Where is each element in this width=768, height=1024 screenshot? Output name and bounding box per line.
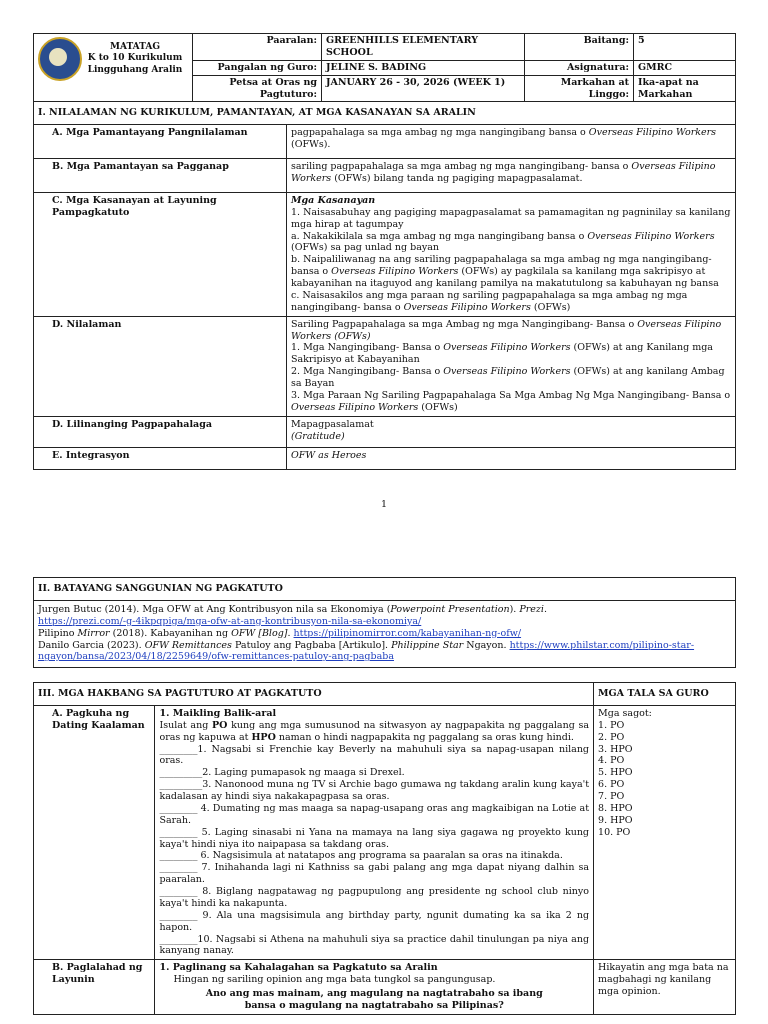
list-item: ________ 9. Ala una magsisimula ang birthday party, ngunit dumating ka sa ika 2 ng hapon. (159, 909, 590, 933)
notes-title: MGA TALA SA GURO (594, 683, 736, 706)
answer-item: 2. PO (598, 731, 625, 743)
petsa-value: JANUARY 26 - 30, 2026 (WEEK 1) (322, 75, 525, 102)
reference-3-link[interactable]: https://www.philstar.com/pilipino-star-ngayon/bansa/2023/04/18/2259649/ofw-remittances-patuloy-ang-pagbaba (38, 639, 695, 663)
asignatura-value: GMRC (634, 60, 736, 75)
row-label: C. Mga Kasanayan at Layuning Pampagkatuto (34, 192, 287, 316)
list-item: _________2. Laging pumapasok ng maaga si Drexel. (159, 767, 405, 779)
program-title: MATATAG K to 10 Kurikulum Lingguhang Aralin (87, 42, 183, 75)
reference-2-link[interactable]: https://pilipinomirror.com/kabayanihan-ng-ofw/ (293, 627, 522, 639)
deped-seal-icon (38, 37, 82, 81)
integrasyon: OFW as Heroes (287, 447, 736, 469)
balik-aral: 1. Maikling Balik-aral Isulat ang PO kung ang mga sumusunod na sitwasyon ay nagpapakita ng paggalang sa oras ng kapuwa at HPO naman o hindi nagpapakita ng paggalang sa oras kung hindi. ________1. Nagsabi si Frenchie kay Beverly na mahuhuli siya sa napag-usapan nilang oras. _________2. Laging pumapasok ng maaga si Drexel. _________3. Nanonood muna ng TV si Archie bago gumawa ng takdang aralin kung kaya't kadalasan ay hindi siya nakakapagpasa sa oras. ________ 4. Dumating ng mas maaga sa napag-usapang oras ang magkaibigan na Lotie at Sarah. ________ 5. Laging sinasabi ni Yana na mamaya na lang siya gagawa ng proyekto kung kaya't hindi niya ito naipapasa sa takdang oras. ________ 6. Nagsisimula at natatapos ang programa sa paaralan sa oras na itinakda. ________ 7. Inihahanda lagi ni Kathniss sa gabi palang ang mga dapat niyang dalhin sa paaralan. ________ 8. Biglang nagpatawag ng pagpupulong ang presidente ng school club ninyo kaya't hindi ka nakapunta. ________ 9. Ala una magsisimula ang birthday party, ngunit dumating ka sa ika 2 ng hapon. ________10. Nagsabi si Athena na mahuhuli siya sa practice dahil tinulungan pa niya ang kanyang nanay. (155, 705, 594, 959)
list-item: ________ 8. Biglang nagpatawag ng pagpupulong ang presidente ng school club ninyo kaya't hindi ka nakapunta. (159, 886, 590, 909)
references (34, 600, 736, 667)
paglalahad-label: B. Paglalahad ng Layunin (34, 960, 155, 1015)
list-item: ________10. Nagsabi si Athena na mahuhuli siya sa practice dahil tinulungan pa niya ang kanyang nanay. (159, 933, 590, 957)
answer-item: 7. PO (598, 791, 625, 802)
answer-item: 4. PO (598, 755, 625, 767)
list-item: ________ 7. Inihahanda lagi ni Kathniss sa gabi palang ang mga dapat niyang dalhin sa paaralan. (159, 862, 590, 886)
list-item: ________ 6. Nagsisimula at natatapos ang programa sa paaralan sa oras na itinakda. (159, 850, 563, 862)
answer-item: 8. HPO (598, 802, 633, 814)
section1-table (33, 101, 736, 470)
list-item: ________ 5. Laging sinasabi ni Yana na mamaya na lang siya gagawa ng proyekto kung kaya't hindi niya ito naipapasa sa takdang oras. (159, 826, 590, 850)
answer-item: 10. PO (598, 826, 631, 838)
markahan-value: Ika-apat na Markahan (634, 75, 736, 102)
nilalaman: Sariling Pagpapahalaga sa mga Ambag ng mga Nangingibang- Bansa o Overseas Filipino Workers (OFWs) 1. Mga Nangingibang- Bansa o Overseas Filipino Workers (OFWs) at ang Kanilang mga Sakripisyo at Kabayanihan 2. Mga Nangingibang- Bansa o Overseas Filipino Workers (OFWs) at ang kanilang Ambag sa Bayan 3. Mga Paraan Ng Sariling Pagpapahalaga Sa Mga Ambag Ng Mga Nangingibang- Bansa o Overseas Filipino Workers (OFWs) (287, 316, 736, 416)
answer-item: 5. HPO (598, 767, 633, 779)
row-label: E. Integrasyon (34, 447, 287, 469)
guro-label: Pangalan ng Guro: (193, 60, 322, 75)
list-item: ________ 4. Dumating ng mas maaga sa napag-usapang oras ang magkaibigan na Lotie at Sarah. (159, 802, 590, 826)
row-label: D. Nilalaman (34, 316, 287, 416)
markahan-label: Markahan at Linggo: (525, 75, 634, 102)
section1-title: I. NILALAMAN NG KURIKULUM, PAMANTAYAN, AT MGA KASANAYAN SA ARALIN (34, 102, 736, 125)
mga-kasanayan: Mga Kasanayan 1. Naisasabuhay ang pagiging mapagpasalamat sa pamamagitan ng pagninilay sa kanilang mga hirap at tagumpay a. Nakakikilala sa mga ambag ng mga nangingibang bansa o Overseas Filipino Workers (OFWs) sa pag unlad ng bayan b. Naipaliliwanag na ang sariling pagpapahalaga sa mga ambag ng mga nangingibang-bansa o Overseas Filipino Workers (OFWs) ay pagkilala sa kanilang mga sakripisyo at kabayanihan na itaguyod ang kanilang pamilya na makatutulong sa kabuhayan ng bansa c. Naisasakilos ang mga paraan ng sariling pagpapahalaga sa mga ambag ng mga nangingibang- bansa o Overseas Filipino Workers (OFWs) (287, 192, 736, 316)
petsa-label: Petsa at Oras ng Pagtuturo: (193, 75, 322, 102)
reference-1: Jurgen Butuc (2014). Mga OFW at Ang Kontribusyon nila sa Ekonomiya (Powerpoint Presentation). Prezi. (38, 603, 547, 615)
reference-3: Danilo Garcia (2023). OFW Remittances Patuloy ang Pagbaba [Artikulo]. Philippine Star Ngayon. https://www.philstar.com/pilipino-star-ngayon/bansa/2023/04/18/2259649/ofw-remittances-patuloy-ang-pagbaba (38, 639, 695, 663)
section2-table (33, 577, 736, 668)
pagkuha-label: A. Pagkuha ng Dating Kaalaman (34, 705, 155, 959)
answer-item: 3. HPO (598, 743, 633, 755)
baitang-label: Baitang: (525, 34, 634, 61)
exercise-list (159, 744, 589, 958)
answer-item: 6. PO (598, 779, 625, 791)
section2-title: II. BATAYANG SANGGUNIAN NG PAGKATUTO (34, 578, 736, 601)
paaralan-value: GREENHILLS ELEMENTARY SCHOOL (322, 34, 525, 61)
baitang-value: 5 (634, 34, 736, 61)
reference-1-link[interactable]: https://prezi.com/-g-4ikpqpiga/mga-ofw-at-ang-kontribusyon-nila-sa-ekonomiya/ (38, 615, 422, 627)
paglinang: 1. Paglinang sa Kahalagahan sa Pagkatuto sa Aralin Hingan ng sariling opinion ang mga bata tungkol sa pangungusap. Ano ang mas mainam, ang magulang na nagtatrabaho sa ibang bansa o magulang na nagtatrabaho sa Pilipinas? (155, 960, 594, 1015)
page-number: 1 (380, 499, 388, 510)
answer-key: Mga sagot: 1. PO 2. PO 3. HPO 4. PO 5. HPO 6. PO 7. PO 8. HPO 9. HPO 10. PO (594, 705, 736, 959)
answer-item: 9. HPO (598, 814, 633, 826)
reference-2: Pilipino Mirror (2018). Kabayanihan ng OFW [Blog]. https://pilipinomirror.com/kabayanihan-ng-ofw/ (38, 627, 522, 639)
row-label: D. Lilinanging Pagpapahalaga (34, 416, 287, 447)
teacher-note: Hikayatin ang mga bata na magbahagi ng kanilang mga opinion. (594, 960, 736, 1015)
header-table (33, 33, 736, 102)
asignatura-label: Asignatura: (525, 60, 634, 75)
guide-question: Ano ang mas mainam, ang magulang na nagtatrabaho sa ibang bansa o magulang na nagtatrabaho sa Pilipinas? (205, 988, 543, 1011)
header-brand-cell (34, 34, 193, 102)
list-item: _________3. Nanonood muna ng TV si Archie bago gumawa ng takdang aralin kung kaya't kadalasan ay hindi siya nakakapagpasa sa oras. (159, 779, 590, 802)
row-label: A. Mga Pamantayang Pangnilalaman (34, 124, 287, 158)
list-item: ________1. Nagsabi si Frenchie kay Beverly na mahuhuli siya sa napag-usapan nilang oras. (159, 743, 590, 767)
pamantayan-sa-pagganap: sariling pagpapahalaga sa mga ambag ng mga nangingibang- bansa o Overseas Filipino Workers (OFWs) bilang tanda ng pagiging mapagpasalamat. (287, 158, 736, 192)
row-label: B. Mga Pamantayan sa Pagganap (34, 158, 287, 192)
lilinanging-pagpapahalaga: Mapagpasalamat (Gratitude) (287, 416, 736, 447)
pamantayang-pangnilalaman: pagpapahalaga sa mga ambag ng mga nangingibang bansa o Overseas Filipino Workers (OFWs). (287, 124, 736, 158)
paaralan-label: Paaralan: (193, 34, 322, 61)
section3-title: III. MGA HAKBANG SA PAGTUTURO AT PAGKATUTO (34, 683, 594, 706)
section3-table (33, 682, 736, 1015)
guro-value: JELINE S. BADING (322, 60, 525, 75)
answer-item: 1. PO (598, 719, 625, 731)
